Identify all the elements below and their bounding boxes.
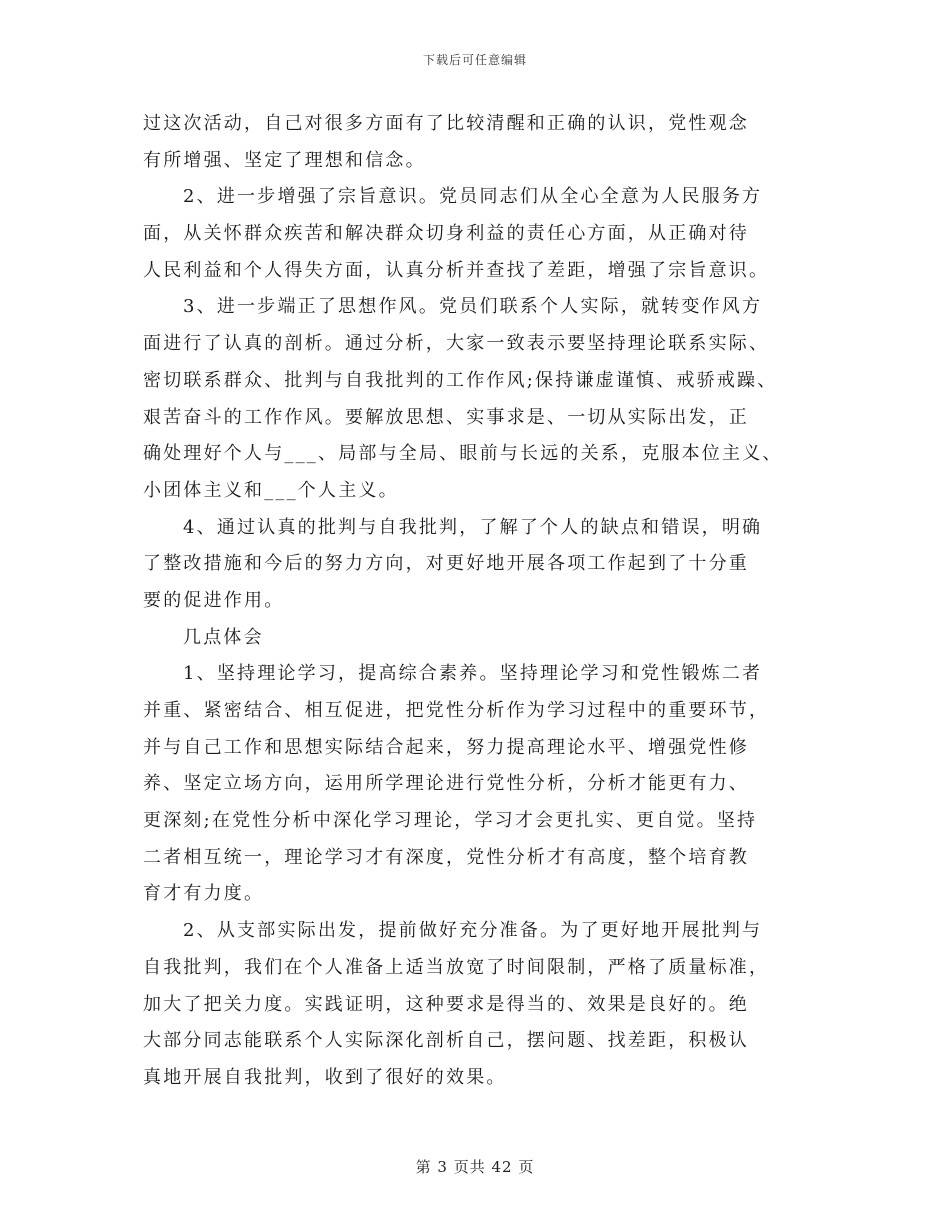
paragraph-start-line: 2、从支部实际出发，提前做好充分准备。为了更好地开展批判与 [183, 920, 763, 942]
text-line: 大部分同志能联系个人实际深化剖析自己，摆问题、找差距，积极认 [143, 1030, 749, 1052]
text-line: 养、坚定立场方向，运用所学理论进行党性分析，分析才能更有力、 [143, 773, 749, 795]
text-line: 加大了把关力度。实践证明，这种要求是得当的、效果是良好的。绝 [143, 993, 749, 1015]
paragraph-start-line: 1、坚持理论学习，提高综合素养。坚持理论学习和党性锻炼二者 [183, 663, 763, 685]
text-line: 有所增强、坚定了理想和信念。 [143, 149, 426, 171]
text-line: 人民利益和个人得失方面，认真分析并查找了差距，增强了宗旨意识。 [143, 259, 770, 281]
text-line: 过这次活动，自己对很多方面有了比较清醒和正确的认识，党性观念 [143, 113, 749, 134]
page-number: 第 3 页共 42 页 [415, 1158, 535, 1176]
text-line: 艰苦奋斗的工作作风。要解放思想、实事求是、一切从实际出发，正 [143, 406, 749, 428]
page-header: 下载后可任意编辑 [422, 53, 527, 67]
text-line: 并与自己工作和思想实际结合起来，努力提高理论水平、增强党性修 [143, 736, 749, 758]
text-line: 自我批判，我们在个人准备上适当放宽了时间限制，严格了质量标准， [143, 956, 770, 978]
text-line: 并重、紧密结合、相互促进，把党性分析作为学习过程中的重要环节， [143, 700, 770, 721]
text-line: 确处理好个人与___、局部与全局、眼前与长远的关系，克服本位主义、 [143, 443, 783, 465]
text-line: 小团体主义和___个人主义。 [143, 479, 399, 501]
paragraph-start-line: 3、进一步端正了思想作风。党员们联系个人实际，就转变作风方 [183, 296, 763, 318]
text-line: 真地开展自我批判，收到了很好的效果。 [143, 1066, 507, 1088]
text-line: 面，从关怀群众疾苦和解决群众切身利益的责任心方面，从正确对待 [143, 223, 749, 245]
text-line: 密切联系群众、批判与自我批判的工作作风;保持谦虚谨慎、戒骄戒躁、 [143, 369, 778, 391]
text-line: 育才有力度。 [143, 883, 265, 905]
paragraph-start-line: 4、通过认真的批判与自我批判，了解了个人的缺点和错误，明确 [183, 516, 763, 538]
paragraph-start-line: 2、进一步增强了宗旨意识。党员同志们从全心全意为人民服务方 [183, 186, 763, 208]
text-line: 更深刻;在党性分析中深化学习理论，学习才会更扎实、更自觉。坚持 [143, 810, 758, 832]
text-line: 了整改措施和今后的努力方向，对更好地开展各项工作起到了十分重 [143, 553, 749, 575]
document-body [143, 106, 817, 1097]
text-line: 面进行了认真的剖析。通过分析，大家一致表示要坚持理论联系实际、 [143, 333, 770, 355]
section-heading: 几点体会 [183, 626, 264, 648]
text-line: 要的促进作用。 [143, 589, 285, 611]
text-line: 二者相互统一，理论学习才有深度，党性分析才有高度，整个培育教 [143, 846, 749, 868]
